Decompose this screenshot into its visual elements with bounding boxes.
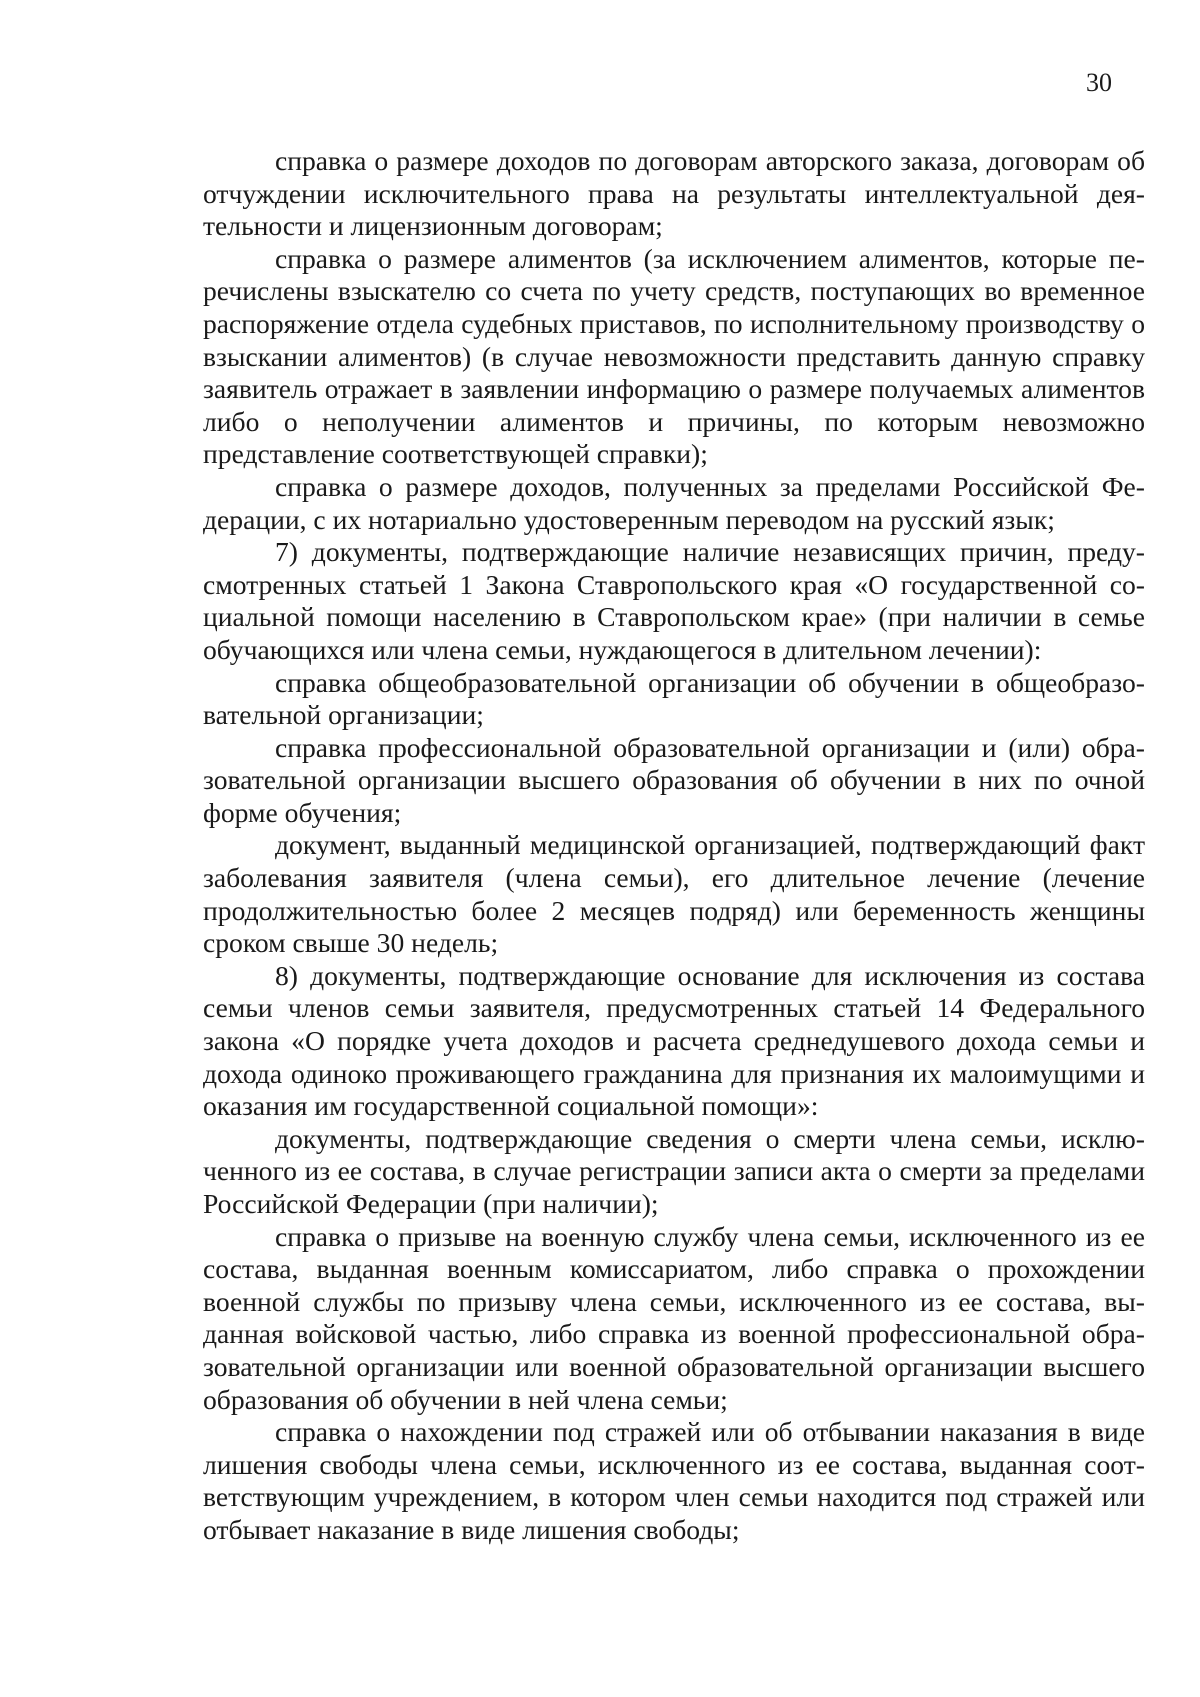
paragraph-item-7-independent-reasons: 7) документы, подтверждающие наличие независящих причин, предусмотренных статьей 1 Закона Ставропольского края «О государственной социальной помощи населению в Ставропольском крае» (при наличии в семье обучающихся или члена семьи, нуждающегося в длительном лечении): — [203, 536, 1145, 665]
paragraph-copyright-income-certificate: справка о размере доходов по договорам авторского заказа, договорам об отчуждении исключительного права на результаты интеллектуальной деятельности и лицензионным договорам; — [203, 145, 1145, 242]
paragraph-military-service-certificate: справка о призыве на военную службу члена семьи, исключенного из ее состава, выданная военным комиссариатом, либо справка о прохождении военной службы по призыву члена семьи, исключенного из ее состава, выданная войсковой частью, либо справка из военной профессиональной образовательной организации или военной образовательной организации высшего образования об обучении в ней члена семьи; — [203, 1220, 1145, 1415]
paragraph-general-school-certificate: справка общеобразовательной организации об обучении в общеобразовательной организации; — [203, 666, 1145, 731]
paragraph-alimony-certificate: справка о размере алиментов (за исключением алиментов, которые перечислены взыскателю со счета по учету средств, поступающих во временное распоряжение отдела судебных приставов, по исполнительному производству о взыскании алиментов) (в случае невозможности представить данную справку заявитель отражает в заявлении информацию о размере получаемых алиментов либо о неполучении алиментов и причины, по которым невозможно представление соответствующей справки); — [203, 242, 1145, 470]
paragraph-medical-document: документ, выданный медицинской организацией, подтверждающий факт заболевания заявителя (члена семьи), его длительное лечение (лечение продолжительностью более 2 месяцев подряд) или беременность женщины сроком свыше 30 недель; — [203, 829, 1145, 959]
paragraph-item-8-exclusion-grounds: 8) документы, подтверждающие основание для исключения из состава семьи членов семьи заявителя, предусмотренных статьей 14 Федерального закона «О порядке учета доходов и расчета среднедушевого дохода семьи и дохода одиноко проживающего гражданина для признания их малоимущими и оказания им государственной социальной помощи»: — [203, 959, 1145, 1122]
paragraph-professional-education-certificate: справка профессиональной образовательной организации и (или) образовательной организации высшего образования об обучении в них по очной форме обучения; — [203, 731, 1145, 828]
paragraph-foreign-income-certificate: справка о размере доходов, полученных за пределами Российской Федерации, с их нотариально удостоверенным переводом на русский язык; — [203, 470, 1145, 535]
page-number: 30 — [1086, 68, 1112, 97]
paragraph-death-documents: документы, подтверждающие сведения о смерти члена семьи, исключенного из ее состава, в случае регистрации записи акта о смерти за пределами Российской Федерации (при наличии); — [203, 1122, 1145, 1219]
document-body — [203, 145, 1145, 1547]
paragraph-custody-certificate: справка о нахождении под стражей или об отбывании наказания в виде лишения свободы члена семьи, исключенного из ее состава, выданная соответствующим учреждением, в котором член семьи находится под стражей или отбывает наказание в виде лишения свободы; — [203, 1416, 1145, 1545]
